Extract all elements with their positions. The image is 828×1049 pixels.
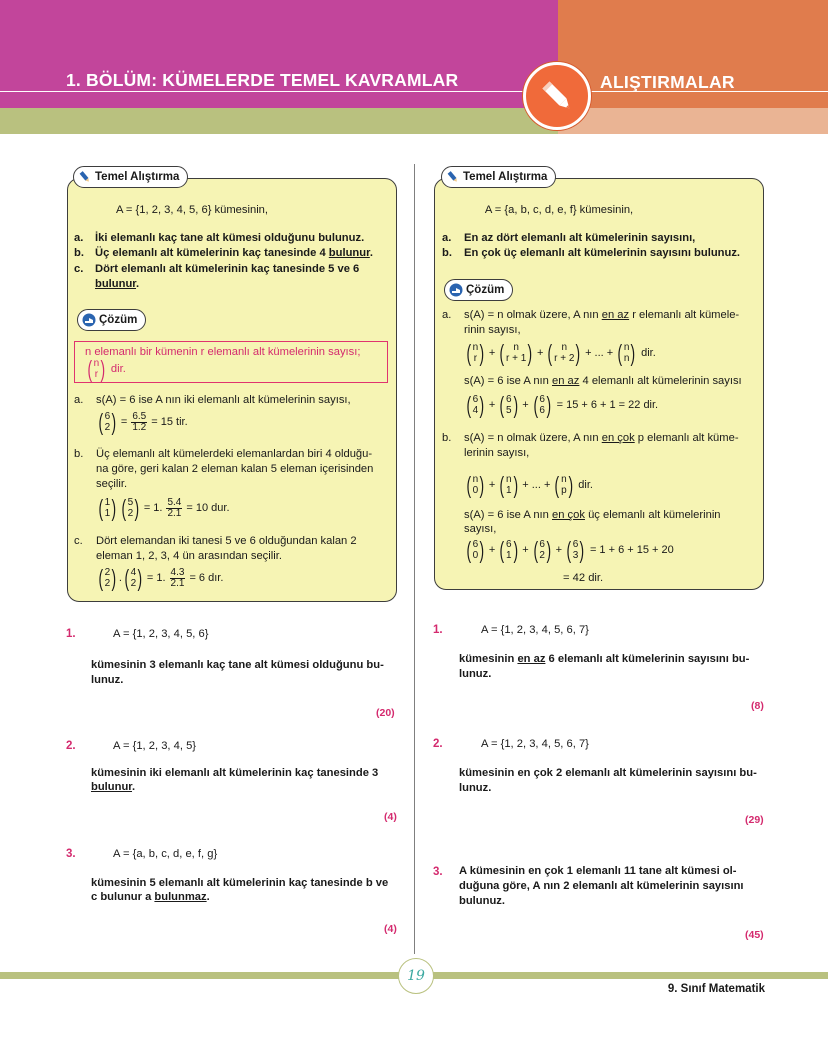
right-question-3-line3: bulunuz. [459, 895, 505, 907]
right-box-label-text: Temel Alıştırma [463, 171, 548, 183]
right-question-2-line1: kümesinin en çok 2 elemanlı alt kümelerinin sayısını bu- [459, 767, 757, 779]
right-question-3-line1: A kümesinin en çok 1 elemanlı 11 tane alt kümesi ol- [459, 865, 737, 877]
left-sol-a-text: s(A) = 6 ise A nın iki elemanlı alt kümelerinin sayısı, [96, 394, 351, 406]
right-question-3-line2: duğuna göre, A nın 2 elemanlı alt kümelerinin sayısını [459, 880, 744, 892]
left-sol-b-line2: na göre, geri kalan 2 eleman kalan 5 eleman içerisinden [96, 463, 374, 475]
pointing-hand-icon [82, 313, 96, 327]
definition-binomial: ( n r ) [87, 356, 106, 382]
right-sol-a-letter: a. [442, 309, 452, 321]
left-question-1-line1: kümesinin 3 elemanlı kaç tane alt kümesi olduğunu bu- [91, 659, 384, 671]
definition-tail: dir. [110, 362, 126, 375]
right-q-b-text: En çok üç elemanlı alt kümelerinin sayısını bulunuz. [464, 247, 741, 259]
right-sol-b-line4: sayısı, [464, 523, 497, 535]
right-question-3-answer: (45) [745, 929, 764, 941]
left-set-line: A = {1, 2, 3, 4, 5, 6} kümesinin, [115, 204, 269, 216]
definition-line1: n elemanlı bir kümenin r elemanlı alt kümelerinin sayısı; [85, 346, 361, 358]
left-sol-b-line1: Üç elemanlı alt kümelerdeki elemanlardan biri 4 olduğu- [96, 448, 373, 460]
right-sol-b-formula: ( 6 0 ) + ( 6 1 ) + ( 6 2 ) + ( 6 3 ) = 1 + 6 + 15 + 20 [466, 537, 674, 563]
left-question-1-answer: (20) [376, 707, 395, 719]
left-question-2-set: A = {1, 2, 3, 4, 5} [113, 740, 197, 752]
chapter-title: 1. BÖLÜM: KÜMELERDE TEMEL KAVRAMLAR [66, 70, 459, 90]
right-question-1-line2: lunuz. [459, 668, 492, 680]
left-question-3-set: A = {a, b, c, d, e, f, g} [113, 848, 218, 860]
left-question-1-line2: lunuz. [91, 674, 124, 686]
left-question-1-number: 1. [66, 628, 76, 640]
definition-box [74, 341, 388, 383]
right-sol-b-result2: = 42 dir. [563, 572, 604, 584]
column-divider [414, 164, 415, 954]
right-question-1-number: 1. [433, 624, 443, 636]
right-sol-b-general-formula: ( n 0 ) + ( n 1 ) + ... + ( n p ) dir. [466, 472, 593, 498]
right-question-1-line1: kümesinin en az 6 elemanlı alt kümelerinin sayısını bu- [459, 653, 750, 665]
right-temel-alistirma-label [441, 166, 556, 188]
left-question-3-answer: (4) [384, 923, 397, 935]
left-temel-alistirma-label [73, 166, 188, 188]
right-cozum-label [444, 279, 513, 301]
left-box-label-text: Temel Alıştırma [95, 171, 180, 183]
pencil-icon [523, 62, 591, 130]
section-title: ALIŞTIRMALAR [600, 72, 735, 92]
left-sol-c-line2: eleman 1, 2, 3, 4 ün arasından seçilir. [96, 550, 282, 562]
left-question-3-line2: c bulunur a bulunmaz. [91, 891, 210, 903]
right-set-line: A = {a, b, c, d, e, f} kümesinin, [484, 204, 634, 216]
right-sol-b-line3: s(A) = 6 ise A nın en çok üç elemanlı alt kümelerinin [464, 509, 721, 521]
right-question-2-answer: (29) [745, 814, 764, 826]
right-sol-a-general-formula: ( n r ) + ( n r + 1 ) + ( n r + 2 ) + ... + ( n n ) dir. [466, 340, 656, 366]
header-green-strip [0, 108, 558, 134]
page-number: 19 [398, 958, 434, 994]
right-q-a-letter: a. [442, 232, 452, 244]
left-sol-a-formula: ( 6 2 ) = $\frac{6.5}{1.2}$ = 15 tir. [98, 409, 188, 435]
right-q-a-text: En az dört elemanlı alt kümelerinin sayısını, [464, 232, 696, 244]
right-sol-a-line1: s(A) = n olmak üzere, A nın en az r elemanlı alt kümele- [464, 309, 740, 321]
right-question-1-set: A = {1, 2, 3, 4, 5, 6, 7} [481, 624, 589, 636]
left-q-c-letter: c. [74, 263, 84, 275]
left-sol-b-formula: ( 1 1 ) ( 5 2 ) = 1. $\frac{5.4}{2.1}$ = 10 dur. [98, 495, 230, 521]
right-sol-a-line3: s(A) = 6 ise A nın en az 4 elemanlı alt kümelerinin sayısı [464, 375, 742, 387]
right-question-1-answer: (8) [751, 700, 764, 712]
pencil-icon [78, 170, 92, 184]
left-question-2-answer: (4) [384, 811, 397, 823]
left-sol-c-formula: ( 2 2 ) . ( 4 2 ) = 1. $\frac{4.3}{2.1}$ = 6 dır. [98, 565, 224, 591]
right-question-3-number: 3. [433, 866, 443, 878]
left-question-2-line1: kümesinin iki elemanlı alt kümelerinin kaç tanesinde 3 [91, 767, 379, 779]
right-sol-b-line2: lerinin sayısı, [464, 447, 530, 459]
left-sol-c-letter: c. [74, 535, 83, 547]
right-sol-a-formula: ( 6 4 ) + ( 6 5 ) + ( 6 6 ) = 15 + 6 + 1 = 22 dir. [466, 392, 659, 418]
header-peach-strip [558, 108, 828, 134]
left-question-3-line1: kümesinin 5 elemanlı alt kümelerinin kaç tanesinde b ve [91, 877, 389, 889]
left-q-b-text: Üç elemanlı alt kümelerinin kaç tanesinde 4 bulunur. [95, 247, 373, 259]
right-cozum-text: Çözüm [466, 284, 505, 296]
right-sol-b-letter: b. [442, 432, 452, 444]
right-sol-b-line1: s(A) = n olmak üzere, A nın en çok p elemanlı alt küme- [464, 432, 739, 444]
book-title: 9. Sınıf Matematik [667, 983, 765, 995]
left-sol-b-letter: b. [74, 448, 84, 460]
pencil-icon [446, 170, 460, 184]
left-q-a-letter: a. [74, 232, 84, 244]
left-cozum-label [77, 309, 146, 331]
left-sol-b-line3: seçilir. [96, 478, 128, 490]
right-sol-a-line2: rinin sayısı, [464, 324, 521, 336]
pointing-hand-icon [449, 283, 463, 297]
left-question-3-number: 3. [66, 848, 76, 860]
left-question-1-set: A = {1, 2, 3, 4, 5, 6} [113, 628, 209, 640]
left-q-b-letter: b. [74, 247, 84, 259]
left-q-a-text: İki elemanlı kaç tane alt kümesi olduğunu bulunuz. [95, 232, 365, 244]
right-question-2-set: A = {1, 2, 3, 4, 5, 6, 7} [481, 738, 589, 750]
left-sol-a-letter: a. [74, 394, 84, 406]
left-cozum-text: Çözüm [99, 314, 138, 326]
left-question-2-number: 2. [66, 740, 76, 752]
right-question-2-line2: lunuz. [459, 782, 492, 794]
left-q-c-text: Dört elemanlı alt kümelerinin kaç tanesinde 5 ve 6 bulunur. [95, 263, 360, 290]
right-question-2-number: 2. [433, 738, 443, 750]
right-q-b-letter: b. [442, 247, 452, 259]
left-question-2-line2: bulunur. [91, 781, 136, 793]
left-sol-c-line1: Dört elemandan iki tanesi 5 ve 6 olduğundan kalan 2 [96, 535, 357, 547]
